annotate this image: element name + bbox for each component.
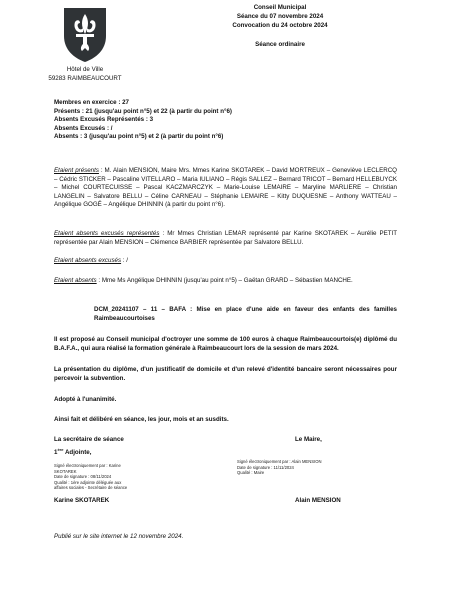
session-type: Séance ordinaire — [255, 41, 305, 48]
excused-paragraph — [54, 257, 397, 266]
adoption-statement: Adopté à l'unanimité. — [54, 396, 117, 403]
excused-label: Etaient absents excusés — [54, 257, 122, 264]
excused-text: : / — [121, 257, 128, 264]
members-in-office: Membres en exercice : 27 — [54, 99, 129, 106]
secretary-e-signature-stamp: Signé électroniquement par : Karine SKOTAREK Date de signature : 08/11/2024 Qualité : 1ère adjointe déléguée aux affaires sociales - Secrétaire de séance — [54, 463, 128, 491]
members-excused-represented: Absents Excusés Représentés : 3 — [54, 116, 154, 124]
proposal-paragraph: Il est proposé au Conseil municipal d'octroyer une somme de 100 euros à chaque Raimbeaucourtois(e) diplômé du B.A.F.A., qui aura réalisé la formation générale à Raimbeaucourt lors de la session de mars 2024. — [54, 336, 397, 352]
council-title: Conseil Municipal — [253, 4, 307, 11]
secretary-adjoint: 1ère Adjointe, — [54, 447, 92, 457]
town-hall-label: Hôtel de Ville — [66, 66, 104, 73]
town-address: 59283 RAIMBEAUCOURT — [48, 75, 122, 82]
mayor-name: Alain MENSION — [295, 497, 341, 504]
mayor-e-signature-stamp: Signé électroniquement par : Alain MENSION Date de signature : 11/11/2024 Qualité : Maire — [237, 459, 322, 476]
excused-represented-text: : Mr Mmes Christian LEMAR représenté par Karine SKOTAREK – Aurélie PETIT représentée par Alain MENSION – Clémence BARBIER représentée par Salvatore BELLU. — [54, 230, 397, 246]
excused-represented-label: Etaient absents excusés représentés — [54, 230, 160, 237]
session-date: Séance du 07 novembre 2024 — [236, 13, 324, 20]
absent-label: Etaient absents — [54, 277, 97, 284]
convocation-date: Convocation du 24 octobre 2024 — [232, 22, 328, 29]
publication-note: Publié sur le site internet le 12 novembre 2024. — [54, 533, 184, 540]
members-counts — [54, 99, 394, 142]
mayor-role: Le Maire, — [295, 436, 322, 443]
closing-statement: Ainsi fait et délibéré en séance, les jour, mois et an susdits. — [54, 416, 229, 423]
members-present: Présents : 21 (jusqu'au point n°5) et 22 (à partir du point n°6) — [54, 107, 232, 115]
requirements-paragraph: La présentation du diplôme, d'un justificatif de domicile et d'un relevé d'identité bancaire seront nécessaires pour percevoir la subvention. — [54, 366, 397, 382]
members-excused: Absents Excusés : / — [54, 124, 113, 132]
absent-text: : Mme Ms Angélique DHINNIN (jusqu'au point n°5) – Gaëtan GRARD – Sébastien MANCHE. — [96, 277, 353, 284]
town-crest-logo — [62, 6, 108, 64]
secretary-name: Karine SKOTAREK — [54, 497, 110, 504]
excused-represented-paragraph — [54, 230, 397, 247]
present-paragraph — [54, 167, 397, 210]
present-label: Etaient présents — [54, 167, 99, 174]
absent-paragraph — [54, 277, 397, 286]
present-text: : M. Alain MENSION, Maire Mrs. Mmes Karine SKOTAREK – David MORTREUX – Geneviève LECLERCQ – Cédric STICKER – Pascaline VITELLARO – Maria IULIANO – Régis SALLEZ – Bernard TRICOT – Bernard HELLEBUYCK – Michel COURTECUISSE – Pascal KACZMARCZYK – Marie-Louise LEMAIRE – Maryline MARLIERE – Christian LANGELIN – Salvatore BELLU – Céline CARNEAU – Stéphanie LEMAIRE – Kitty DUQUESNE – Anthony WATTEAU – Angélique GOGÉ – Angélique DHINNIN (à partir du point n°6). — [54, 167, 397, 209]
deliberation-title: DCM_20241107 – 11 – BAFA : Mise en place d'une aide en faveur des enfants des familles Raimbeaucourtoises — [94, 306, 397, 322]
members-absent: Absents : 3 (jusqu'au point n°5) et 2 (à partir du point n°6) — [54, 133, 224, 141]
secretary-role: La secrétaire de séance — [54, 436, 124, 443]
